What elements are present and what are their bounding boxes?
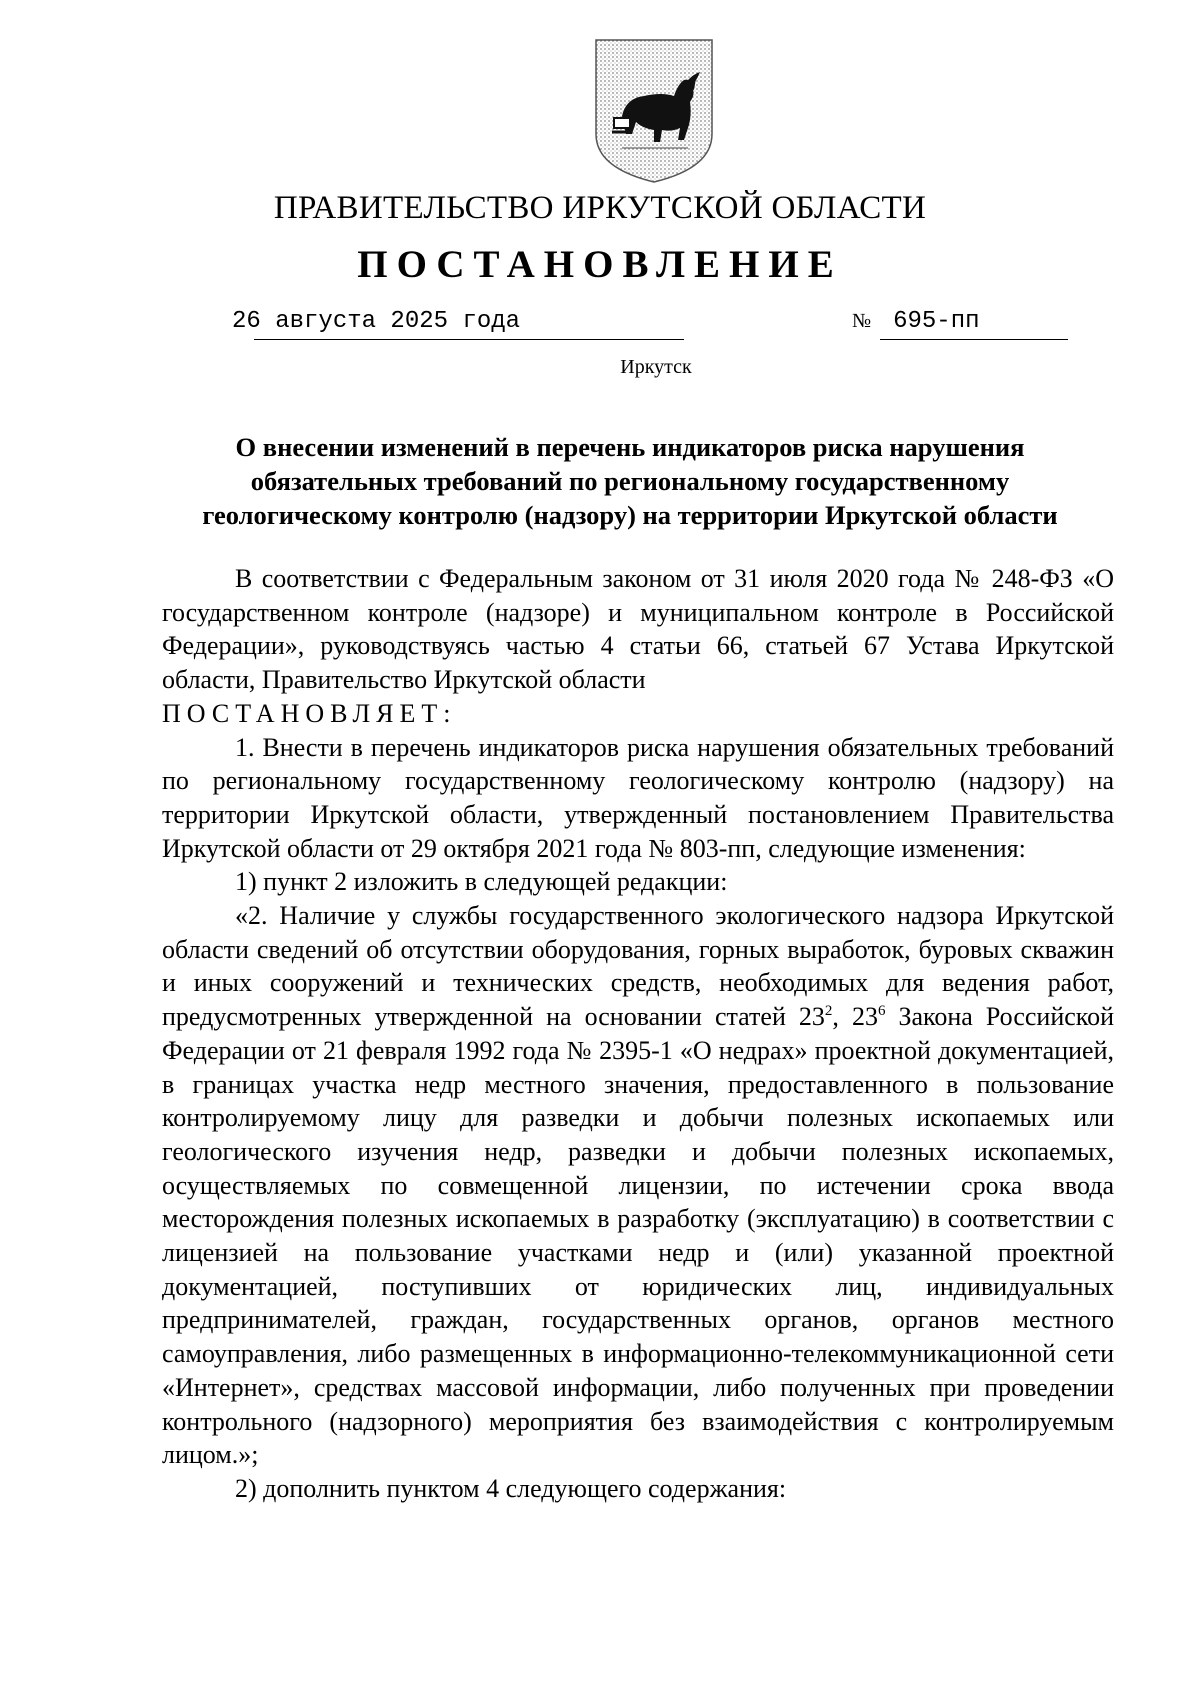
document-body bbox=[162, 562, 1114, 1506]
quote-text-c: Закона Российской Федерации от 21 февраля 1992 года № 2395-1 «О недрах» проектной документацией, в границах участка недр местного значения, предоставленного в пользование контролируемому лицу для разведки и добычи полезных ископаемых или геологического изучения недр, разведки и добычи полезных ископаемых, осуществляемых по совмещенной лицензии, по истечении срока ввода месторождения полезных ископаемых в разработку (эксплуатацию) в соответствии с лицензией на пользование участками недр и (или) указанной проектной документацией, поступивших от юридических лиц, индивидуальных предпринимателей, граждан, государственных органов, органов местного самоуправления, либо размещенных в информационно-телекоммуникационной сети «Интернет», средствах массовой информации, либо полученных при проведении контрольного (надзорного) мероприятия без взаимодействия с контролируемым лицом.»; bbox=[162, 1002, 1115, 1470]
document-number bbox=[852, 308, 1062, 335]
preamble-paragraph: В соответствии с Федеральным законом от 31 июля 2020 года № 248-ФЗ «О государственном контроле (надзоре) и муниципальном контроле в Российской Федерации», руководствуясь частью 4 статьи 66, статьей 67 Устава Иркутской области, Правительство Иркутской области bbox=[162, 564, 1114, 695]
superscript-6: 6 bbox=[877, 1003, 886, 1020]
item-1-paragraph: 1. Внести в перечень индикаторов риска нарушения обязательных требований по региональному государственному геологическому контролю (надзору) на территории Иркутской области, утвержденный постановлением Правительства Иркутской области от 29 октября 2021 года № 803-пп, следующие изменения: bbox=[162, 732, 1114, 863]
irkutsk-coat-of-arms-emblem bbox=[592, 36, 716, 186]
number-underline bbox=[880, 339, 1068, 340]
document-date bbox=[232, 308, 520, 335]
sub-item-2: 2) дополнить пунктом 4 следующего содержания: bbox=[235, 1473, 787, 1503]
title-line: обязательных требований по региональному государственному bbox=[250, 466, 1010, 496]
document-city: Иркутск bbox=[620, 356, 692, 378]
quoted-clause-2 bbox=[162, 899, 1114, 1472]
document-kind: ПОСТАНОВЛЕНИЕ bbox=[357, 243, 843, 286]
number-sign: № bbox=[852, 310, 872, 332]
quote-text-a: «2. Наличие у службы государственного экологического надзора Иркутской области сведений об отсутствии оборудования, горных выработок, буровых скважин и иных сооружений и технических средств, необходимых для ведения работ, предусмотренных утвержденной на основании статей 23 bbox=[162, 901, 1114, 1032]
title-line: О внесении изменений в перечень индикаторов риска нарушения bbox=[235, 432, 1025, 462]
document-title bbox=[150, 430, 1110, 532]
quote-text-b: , 23 bbox=[832, 1002, 878, 1032]
title-line: геологическому контролю (надзору) на территории Иркутской области bbox=[202, 500, 1058, 530]
superscript-2: 2 bbox=[824, 1003, 833, 1020]
sub-item-1: 1) пункт 2 изложить в следующей редакции: bbox=[235, 867, 728, 897]
coat-of-arms-icon bbox=[592, 36, 716, 186]
decree-word: ПОСТАНОВЛЯЕТ: bbox=[162, 698, 457, 728]
document-date-text: 26 августа 2025 года bbox=[232, 308, 521, 335]
document-number-text: 695-пп bbox=[893, 308, 980, 335]
government-name: ПРАВИТЕЛЬСТВО ИРКУТСКОЙ ОБЛАСТИ bbox=[273, 190, 927, 226]
date-underline bbox=[254, 339, 684, 340]
